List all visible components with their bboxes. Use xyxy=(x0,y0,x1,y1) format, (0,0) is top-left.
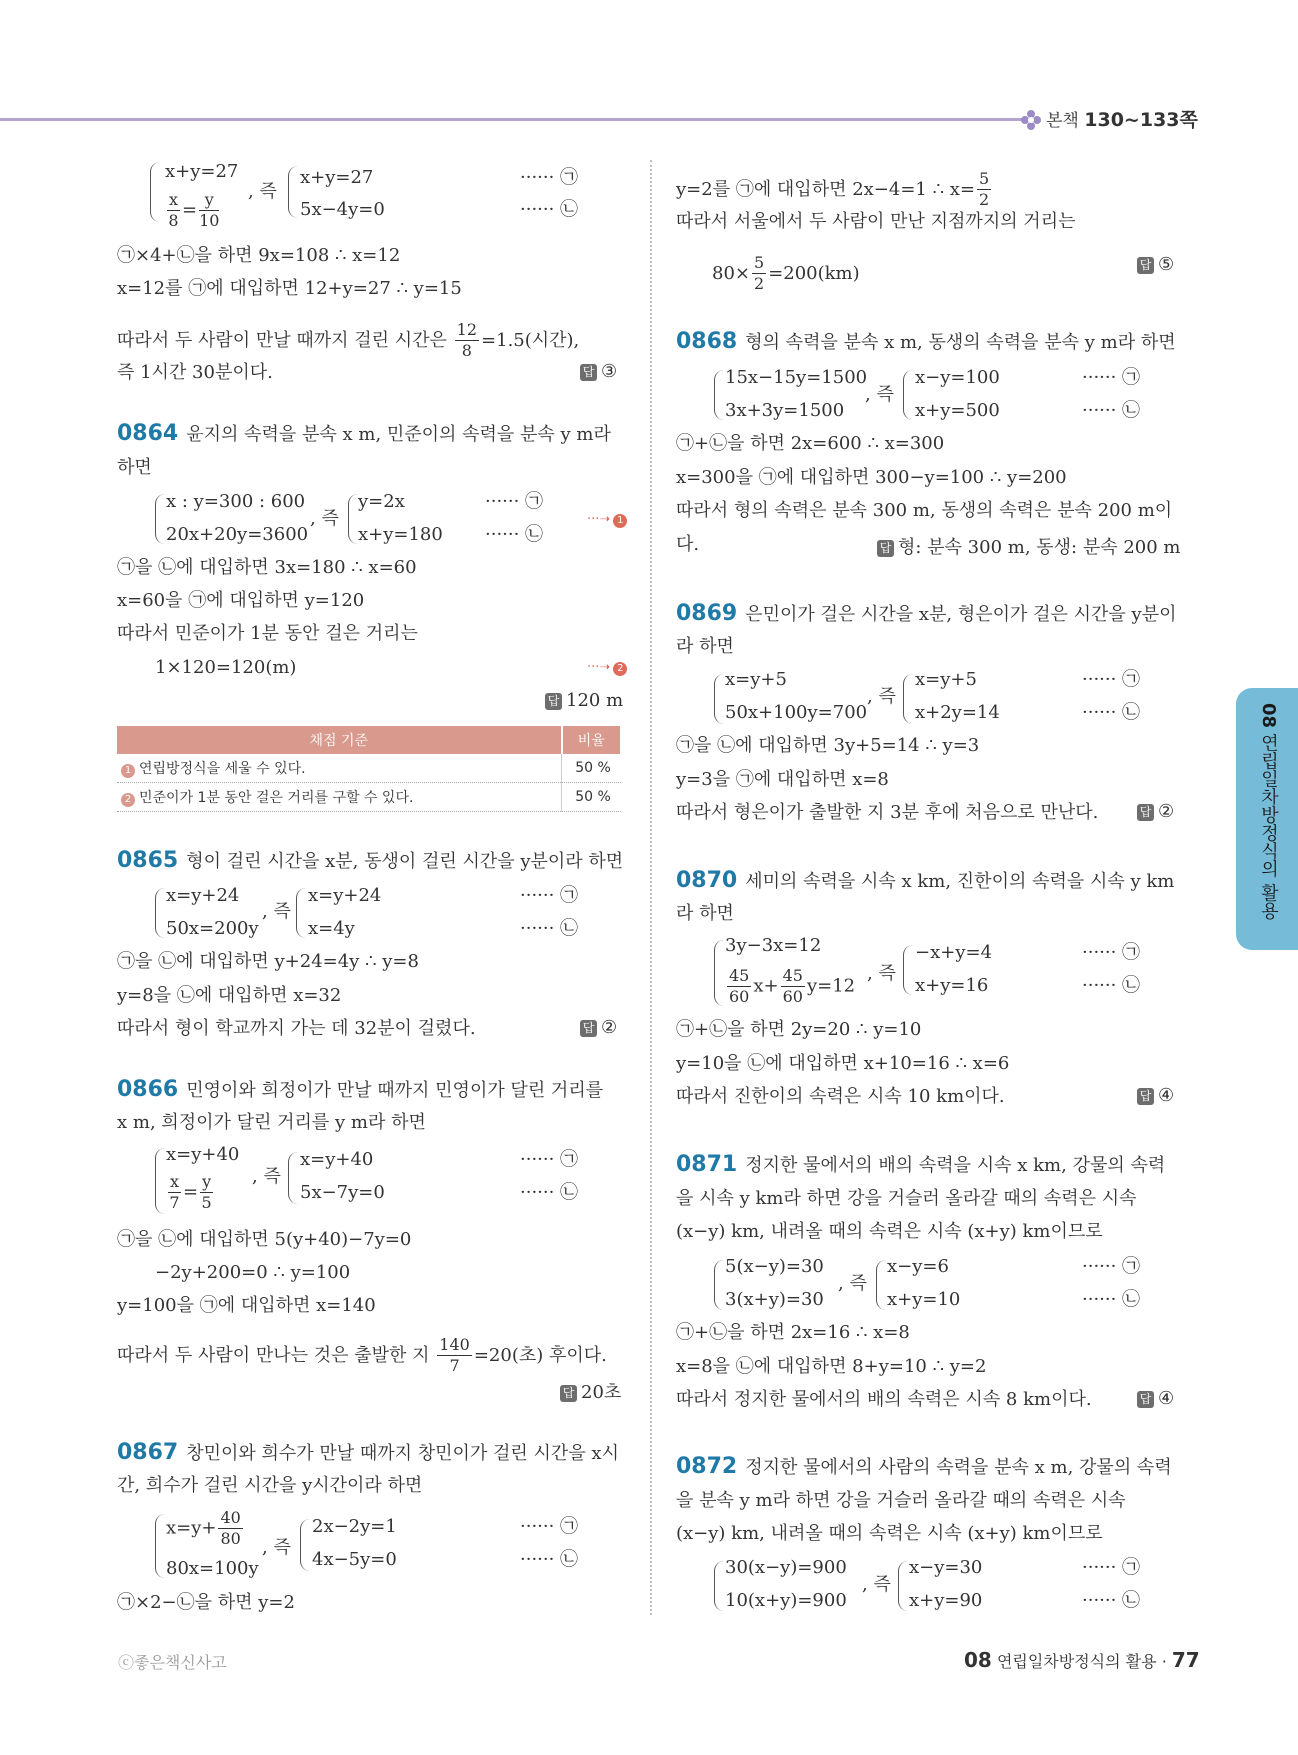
solution-line: 따라서 진한이의 속력은 시속 10 km이다. xyxy=(676,1086,1005,1107)
equation: x−y=30 xyxy=(909,1557,983,1578)
table-row xyxy=(117,754,621,783)
answer: 답 ④ xyxy=(1137,1388,1174,1409)
equation-tag: ······ ㉡ xyxy=(1082,400,1141,421)
brace xyxy=(903,945,914,995)
page-range: 130~133쪽 xyxy=(1084,109,1198,131)
criteria-cell: 1 연립방정식을 세울 수 있다. xyxy=(117,754,562,783)
brace xyxy=(296,888,307,938)
equation-tag: ······ ㉠ xyxy=(1082,1256,1141,1277)
answer: 답 20초 xyxy=(560,1378,621,1404)
solution-line: x=60을 ㉠에 대입하면 y=120 xyxy=(117,590,365,611)
equation: x+2y=14 xyxy=(915,702,1000,723)
solution-line: ㉠을 ㉡에 대입하면 3y+5=14 ∴ y=3 xyxy=(676,735,980,756)
solution-line: ㉠×4+㉡을 하면 9x=108 ∴ x=12 xyxy=(117,245,401,266)
answer: 답 120 m xyxy=(545,690,623,711)
footer-chapter-title: 연립일차방정식의 활용 xyxy=(996,1652,1157,1671)
answer-icon: 답 xyxy=(1137,1088,1154,1105)
step-marker-2: ···➝ 2 xyxy=(587,660,627,676)
equation: 20x+20y=3600 xyxy=(166,524,309,545)
side-tab-title: 연립일차방정식의 활용 xyxy=(1258,733,1279,920)
equation-tag: ······ ㉡ xyxy=(1082,702,1141,723)
answer: 답 형: 분속 300 m, 동생: 분속 200 m xyxy=(877,533,1180,559)
problem-0871-statement: 0871 정지한 물에서의 배의 속력을 시속 x km, 강물의 속력 xyxy=(676,1152,1166,1177)
solution-line: −2y+200=0 ∴ y=100 xyxy=(155,1262,351,1283)
problem-number: 0866 xyxy=(117,1077,179,1102)
solution-line: y=2를 ㉠에 대입하면 2x−4=1 ∴ x= $\frac{5}{2}$ xyxy=(676,169,990,209)
problem-0864-statement: 0864 윤지의 속력을 분속 x m, 민준이의 속력을 분속 y m라 xyxy=(117,421,611,446)
problem-number: 0871 xyxy=(676,1152,738,1177)
table-row xyxy=(117,783,621,812)
equation-tag: ······ ㉠ xyxy=(1082,669,1141,690)
equation: x+y=27 xyxy=(300,167,374,188)
brace xyxy=(155,494,166,544)
problem-number: 0865 xyxy=(117,848,179,873)
solution-line: 따라서 민준이가 1분 동안 걸은 거리는 xyxy=(117,623,418,644)
solution-line: y=3을 ㉠에 대입하면 x=8 xyxy=(676,769,889,790)
scoring-criteria-table xyxy=(117,726,622,812)
connector-text: , 즉 xyxy=(867,686,896,707)
equation: 2x−2y=1 xyxy=(312,1516,397,1537)
problem-number: 0872 xyxy=(676,1454,738,1479)
solution-line: 따라서 두 사람이 만나는 것은 출발한 지 $\frac{140}{7}$ =20(초) 후이다. xyxy=(117,1335,607,1375)
solution-line: 을 분속 y m라 하면 강을 거슬러 올라갈 때의 속력은 시속 xyxy=(676,1490,1126,1511)
equation: y=2x xyxy=(358,491,405,512)
criteria-header: 채점 기준 xyxy=(117,726,562,754)
equation: x+y=16 xyxy=(915,975,989,996)
equation-tag: ······ ㉠ xyxy=(1082,942,1141,963)
equation: $\frac{x}{7}$ = $\frac{y}{5}$ xyxy=(169,1172,212,1212)
brace xyxy=(155,1148,166,1214)
brace xyxy=(714,1260,725,1310)
answer-icon: 답 xyxy=(580,1020,597,1037)
equation: x+y=500 xyxy=(915,400,1000,421)
equation-tag: ······ ㉠ xyxy=(1082,1557,1141,1578)
problem-0867-statement: 0867 창민이와 희수가 만날 때까지 창민이가 걸린 시간을 x시 xyxy=(117,1440,619,1465)
equation: 5x−4y=0 xyxy=(300,199,385,220)
solution-line: 라 하면 xyxy=(676,903,734,924)
equation-tag: ······ ㉠ xyxy=(1082,367,1141,388)
equation: 3(x+y)=30 xyxy=(725,1289,824,1310)
equation-tag: ······ ㉡ xyxy=(520,1182,579,1203)
equation: x=y+40 xyxy=(166,1144,240,1165)
brace xyxy=(288,1152,299,1204)
answer: 답 ⑤ xyxy=(1137,254,1174,275)
equation-tag: ······ ㉠ xyxy=(520,1516,579,1537)
equation: x=y+ $\frac{40}{80}$ xyxy=(166,1508,241,1548)
equation-tag: ······ ㉡ xyxy=(1082,1590,1141,1611)
ratio-cell: 50 % xyxy=(562,754,622,783)
solution-line: 따라서 형은이가 출발한 지 3분 후에 처음으로 만난다. xyxy=(676,802,1099,823)
equation: 50x=200y xyxy=(166,918,259,939)
equation: 50x+100y=700 xyxy=(725,702,868,723)
solution-line: 하면 xyxy=(117,457,152,478)
brace xyxy=(898,1561,909,1611)
footer-chapter-number: 08 xyxy=(964,1648,992,1672)
equation-tag: ······ ㉡ xyxy=(520,918,579,939)
footer-separator: · xyxy=(1161,1652,1167,1671)
brace xyxy=(903,674,914,724)
problem-number: 0868 xyxy=(676,329,738,354)
equation: x−y=6 xyxy=(887,1256,949,1277)
brace xyxy=(714,940,725,1006)
solution-line: 80× $\frac{5}{2}$ =200(km) xyxy=(712,253,860,293)
solution-line: ㉠+㉡을 하면 2y=20 ∴ y=10 xyxy=(676,1019,922,1040)
connector-text: , 즉 xyxy=(252,1166,281,1187)
equation: 80x=100y xyxy=(166,1558,259,1579)
solution-line: ㉠+㉡을 하면 2x=600 ∴ x=300 xyxy=(676,433,945,454)
page-footer xyxy=(964,1648,1200,1672)
problem-0872-statement: 0872 정지한 물에서의 사람의 속력을 분속 x m, 강물의 속력 xyxy=(676,1454,1172,1479)
equation-tag: ······ ㉡ xyxy=(485,524,544,545)
equation-tag: ······ ㉡ xyxy=(1082,1289,1141,1310)
equation: x−y=100 xyxy=(915,367,1000,388)
equation-tag: ······ ㉡ xyxy=(1082,975,1141,996)
equation: $\frac{x}{8}$ = $\frac{y}{10}$ xyxy=(168,190,220,230)
step-marker-1: ···➝ 1 xyxy=(587,512,627,528)
equation: 15x−15y=1500 xyxy=(725,367,868,388)
page-number: 77 xyxy=(1171,1648,1200,1672)
equation-tag: ······ ㉡ xyxy=(520,199,579,220)
solution-line: (x−y) km, 내려올 때의 속력은 시속 (x+y) km이므로 xyxy=(676,1221,1103,1242)
equation: x+y=180 xyxy=(358,524,443,545)
equation-tag: ······ ㉠ xyxy=(520,167,579,188)
solution-line: 따라서 형이 학교까지 가는 데 32분이 걸렸다. xyxy=(117,1018,476,1039)
equation-tag: ······ ㉡ xyxy=(520,1549,579,1570)
solution-line: (x−y) km, 내려올 때의 속력은 시속 (x+y) km이므로 xyxy=(676,1523,1103,1544)
brace xyxy=(300,1519,311,1571)
solution-line: x=8을 ㉡에 대입하면 8+y=10 ∴ y=2 xyxy=(676,1356,987,1377)
problem-0868-statement: 0868 형의 속력을 분속 x m, 동생의 속력을 분속 y m라 하면 xyxy=(676,329,1176,354)
column-divider xyxy=(650,160,652,1615)
equation: 3x+3y=1500 xyxy=(725,400,845,421)
equation-tag: ······ ㉠ xyxy=(520,1149,579,1170)
equation: 5(x−y)=30 xyxy=(725,1256,824,1277)
answer-icon: 답 xyxy=(560,1385,577,1402)
equation: 10(x+y)=900 xyxy=(725,1590,847,1611)
equation: x=y+5 xyxy=(915,669,977,690)
problem-0869-statement: 0869 은민이가 걸은 시간을 x분, 형은이가 걸은 시간을 y분이 xyxy=(676,601,1177,626)
connector-text: , 즉 xyxy=(262,1537,291,1558)
equation: 30(x−y)=900 xyxy=(725,1557,847,1578)
brace xyxy=(714,370,725,420)
answer-icon: 답 xyxy=(1137,257,1154,274)
problem-number: 0870 xyxy=(676,868,738,893)
answer: 답 ② xyxy=(1137,801,1174,822)
connector-text: , 즉 xyxy=(262,901,291,922)
equation: 4x−5y=0 xyxy=(312,1549,397,1570)
solution-line: ㉠을 ㉡에 대입하면 3x=180 ∴ x=60 xyxy=(117,557,417,578)
equation: x=y+40 xyxy=(300,1149,374,1170)
equation: −x+y=4 xyxy=(915,942,993,963)
answer-icon: 답 xyxy=(877,540,894,557)
brace xyxy=(714,1561,725,1611)
connector-text: , 즉 xyxy=(862,1574,891,1595)
solution-line: x m, 희정이가 달린 거리를 y m라 하면 xyxy=(117,1112,426,1133)
answer-icon: 답 xyxy=(1137,1391,1154,1408)
brace xyxy=(150,162,161,222)
flower-icon xyxy=(1020,109,1042,131)
criteria-cell: 2 민준이가 1분 동안 걸은 거리를 구할 수 있다. xyxy=(117,783,562,812)
problem-number: 0864 xyxy=(117,421,179,446)
connector-text: , 즉 xyxy=(248,181,277,202)
solution-line: 다. xyxy=(676,534,700,555)
equation-tag: ······ ㉠ xyxy=(485,491,544,512)
chapter-side-tab-text xyxy=(1255,703,1281,920)
page-reference xyxy=(1020,105,1198,132)
problem-0866-statement: 0866 민영이와 희정이가 만날 때까지 민영이가 달린 거리를 xyxy=(117,1077,604,1102)
brace xyxy=(155,888,166,938)
solution-line: y=10을 ㉡에 대입하면 x+10=16 ∴ x=6 xyxy=(676,1053,1010,1074)
equation: 5x−7y=0 xyxy=(300,1182,385,1203)
solution-line: 따라서 서울에서 두 사람이 만난 지점까지의 거리는 xyxy=(676,211,1076,232)
solution-line: 을 시속 y km라 하면 강을 거슬러 올라갈 때의 속력은 시속 xyxy=(676,1188,1137,1209)
side-tab-number: 08 xyxy=(1258,703,1279,729)
solution-line: ㉠×2−㉡을 하면 y=2 xyxy=(117,1592,295,1613)
equation: x=y+24 xyxy=(166,885,240,906)
equation: x+y=10 xyxy=(887,1289,961,1310)
solution-line: ㉠을 ㉡에 대입하면 y+24=4y ∴ y=8 xyxy=(117,951,419,972)
answer-icon: 답 xyxy=(545,693,562,710)
solution-line: 1×120=120(m) xyxy=(155,657,297,678)
equation-tag: ······ ㉠ xyxy=(520,885,579,906)
equation: x=y+24 xyxy=(308,885,382,906)
connector-text: , 즉 xyxy=(865,384,894,405)
solution-line: x=300을 ㉠에 대입하면 300−y=100 ∴ y=200 xyxy=(676,467,1067,488)
ratio-cell: 50 % xyxy=(562,783,622,812)
answer-icon: 답 xyxy=(580,364,597,381)
equation: x=4y xyxy=(308,918,355,939)
problem-number: 0867 xyxy=(117,1440,179,1465)
brace xyxy=(288,166,299,218)
solution-line: ㉠을 ㉡에 대입하면 5(y+40)−7y=0 xyxy=(117,1229,412,1250)
brace xyxy=(903,370,914,420)
answer: 답 ③ xyxy=(580,361,617,382)
solution-line: 따라서 정지한 물에서의 배의 속력은 시속 8 km이다. xyxy=(676,1389,1092,1410)
problem-0870-statement: 0870 세미의 속력을 시속 x km, 진한이의 속력을 시속 y km xyxy=(676,868,1175,893)
solution-line: 즉 1시간 30분이다. xyxy=(117,362,273,383)
solution-line: x=12를 ㉠에 대입하면 12+y=27 ∴ y=15 xyxy=(117,278,462,299)
answer-icon: 답 xyxy=(1137,804,1154,821)
connector-text: , 즉 xyxy=(838,1273,867,1294)
equation: x=y+5 xyxy=(725,669,787,690)
book-label: 본책 xyxy=(1046,111,1079,131)
connector-text: , 즉 xyxy=(867,963,896,984)
equation: x+y=90 xyxy=(909,1590,983,1611)
solution-line: y=8을 ㉡에 대입하면 x=32 xyxy=(117,985,342,1006)
solution-line: y=100을 ㉠에 대입하면 x=140 xyxy=(117,1295,376,1316)
equation: x : y=300 : 600 xyxy=(166,491,306,512)
solution-line: 간, 희수가 걸린 시간을 y시간이라 하면 xyxy=(117,1475,423,1496)
problem-number: 0869 xyxy=(676,601,738,626)
ratio-header: 비율 xyxy=(562,726,622,754)
answer: 답 ② xyxy=(580,1017,617,1038)
equation: $\frac{45}{60}$ x+ $\frac{45}{60}$ y=12 xyxy=(729,966,856,1006)
solution-line: 따라서 두 사람이 만날 때까지 걸린 시간은 $\frac{12}{8}$ =1.5(시간), xyxy=(117,320,580,360)
brace xyxy=(155,1514,166,1578)
solution-line: 따라서 형의 속력은 분속 300 m, 동생의 속력은 분속 200 m이 xyxy=(676,500,1173,521)
brace xyxy=(876,1260,887,1310)
equation: x+y=27 xyxy=(165,161,239,182)
header-rule xyxy=(0,118,1030,121)
answer: 답 ④ xyxy=(1137,1085,1174,1106)
connector-text: , 즉 xyxy=(310,508,339,529)
problem-0865-statement: 0865 형이 걸린 시간을 x분, 동생이 걸린 시간을 y분이라 하면 xyxy=(117,848,624,873)
equation: 3y−3x=12 xyxy=(725,935,822,956)
solution-line: 라 하면 xyxy=(676,636,734,657)
brace xyxy=(714,674,725,724)
solution-line: ㉠+㉡을 하면 2x=16 ∴ x=8 xyxy=(676,1322,910,1343)
publisher-credit: ⓒ좋은책신사고 xyxy=(118,1653,227,1672)
